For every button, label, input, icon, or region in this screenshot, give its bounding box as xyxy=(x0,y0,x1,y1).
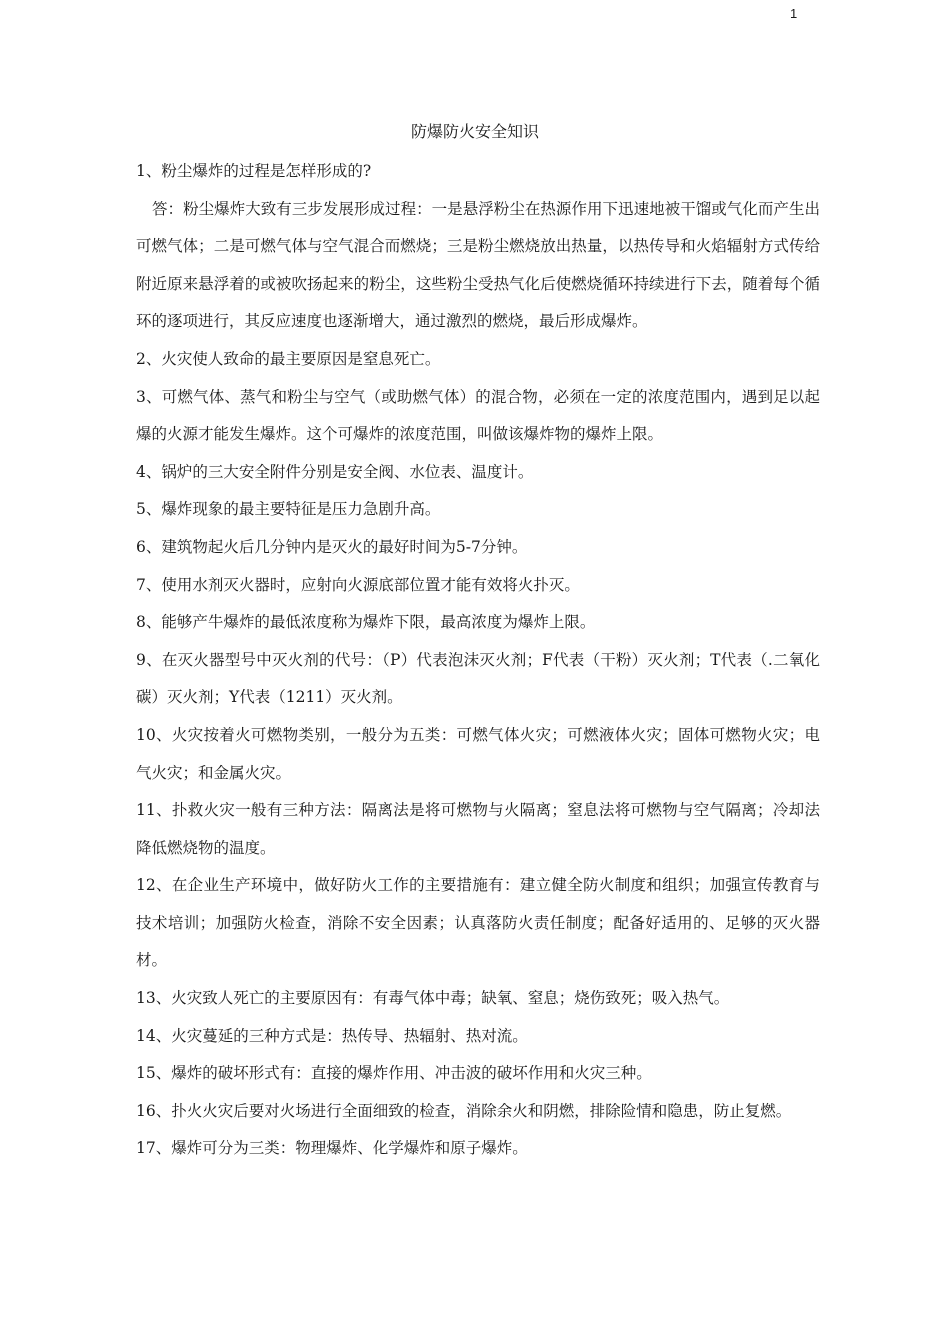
item-11: 11、扑救火灾一般有三种方法：隔离法是将可燃物与火隔离；窒息法将可燃物与空气隔离；冷却法降低燃烧物的温度。 xyxy=(136,801,820,857)
item-12: 12、在企业生产环境中，做好防火工作的主要措施有：建立健全防火制度和组织；加强宣传教育与技术培训；加强防火检查，消除不安全因素；认真落防火责任制度；配备好适用的、足够的灭火器材。 xyxy=(136,876,820,970)
document-body xyxy=(136,153,820,1168)
item-9: 9、在灭火器型号中灭火剂的代号：（P）代表泡沫灭火剂；F代表（干粉）灭火剂；T代表（.二氧化碳）灭火剂；Y代表（1211）灭火剂。 xyxy=(136,650,820,707)
item-10: 10、火灾按着火可燃物类别，一般分为五类：可燃气体火灾；可燃液体火灾；固体可燃物火灾；电气火灾；和金属火灾。 xyxy=(136,725,820,782)
item-5: 5、爆炸现象的最主要特征是压力急剧升高。 xyxy=(136,500,441,519)
answer-1: 答：粉尘爆炸大致有三步发展形成过程：一是悬浮粉尘在热源作用下迅速地被干馏或气化而产生出可燃气体；二是可燃气体与空气混合而燃烧；三是粉尘燃烧放出热量，以热传导和火焰辐射方式传给附近原来悬浮着的或被吹扬起来的粉尘，这些粉尘受热气化后使燃烧循环持续进行下去，随着每个循环的逐项进行，其反应速度也逐渐增大，通过激烈的燃烧，最后形成爆炸。 xyxy=(136,199,820,331)
item-4: 4、锅炉的三大安全附件分别是安全阀、水位表、温度计。 xyxy=(136,462,534,481)
item-6: 6、建筑物起火后几分钟内是灭火的最好时间为5-7分钟。 xyxy=(136,537,528,556)
document-title: 防爆防火安全知识 xyxy=(410,122,539,141)
item-8: 8、能够产牛爆炸的最低浓度称为爆炸下限，最高浓度为爆炸上限。 xyxy=(136,613,596,632)
item-14: 14、火灾蔓延的三种方式是：热传导、热辐射、热对流。 xyxy=(136,1026,528,1045)
question-1: 1、粉尘爆炸的过程是怎样形成的? xyxy=(136,162,372,180)
item-2: 2、火灾使人致命的最主要原因是窒息死亡。 xyxy=(136,349,441,368)
item-7: 7、使用水剂灭火器时，应射向火源底部位置才能有效将火扑灭。 xyxy=(136,575,580,594)
page-number: 1 xyxy=(790,6,798,21)
item-3: 3、可燃气体、蒸气和粉尘与空气（或助燃气体）的混合物，必须在一定的浓度范围内，遇到足以起爆的火源才能发生爆炸。这个可爆炸的浓度范围，叫做该爆炸物的爆炸上限。 xyxy=(136,387,820,444)
item-17: 17、爆炸可分为三类：物理爆炸、化学爆炸和原子爆炸。 xyxy=(136,1139,528,1158)
item-16: 16、扑火火灾后要对火场进行全面细致的检查，消除余火和阴燃，排除险情和隐患，防止复燃。 xyxy=(136,1101,792,1120)
item-13: 13、火灾致人死亡的主要原因有：有毒气体中毒；缺氧、窒息；烧伤致死；吸入热气。 xyxy=(136,989,730,1008)
item-15: 15、爆炸的破坏形式有：直接的爆炸作用、冲击波的破坏作用和火灾三种。 xyxy=(136,1064,652,1083)
